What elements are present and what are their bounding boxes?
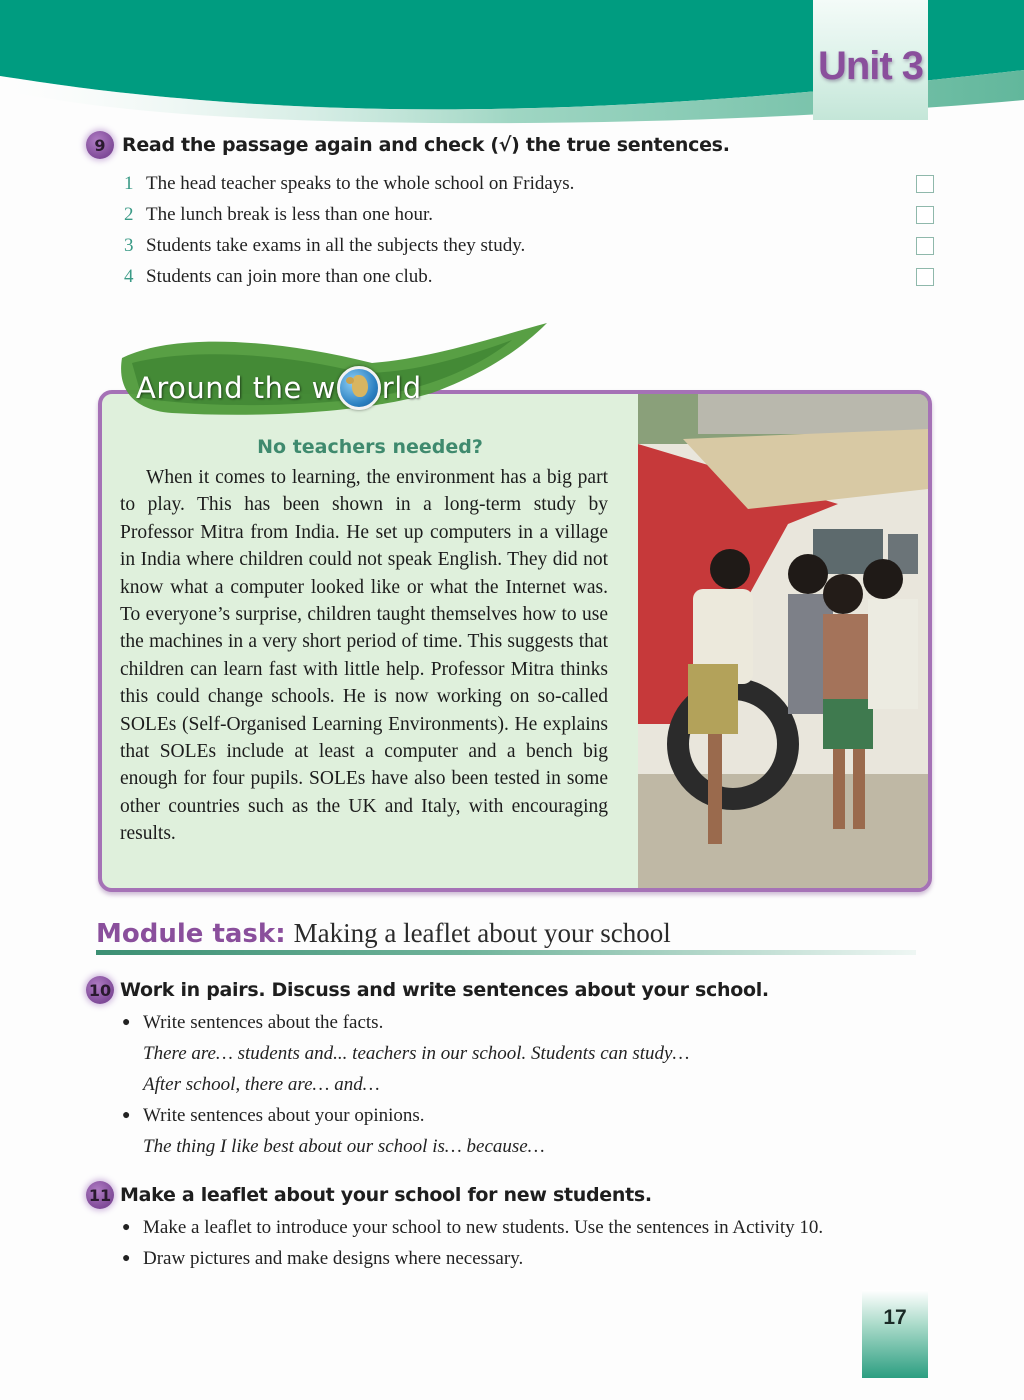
bullet-icon: ● [122, 1250, 131, 1266]
item-number: 4 [124, 265, 134, 287]
checkbox[interactable] [916, 206, 934, 224]
activity-10-heading [86, 976, 769, 1004]
item-text: Students take exams in all the subjects they study. [146, 234, 526, 256]
activity-title: Make a leaflet about your school for new students. [120, 1184, 652, 1206]
bullet-item [122, 1243, 942, 1274]
example-sentence: The thing I like best about our school is… because… [143, 1135, 545, 1157]
page-number-tab [862, 1290, 928, 1378]
checkbox[interactable] [916, 237, 934, 255]
item-text: The lunch break is less than one hour. [146, 203, 434, 225]
activity-title: Work in pairs. Discuss and write sentences about your school. [120, 979, 769, 1001]
activity-title: Read the passage again and check (√) the true sentences. [122, 134, 730, 156]
item-text: The head teacher speaks to the whole school on Fridays. [146, 172, 575, 194]
globe-icon [337, 366, 381, 410]
example-sentence: There are… students and... teachers in our school. Students can study… [143, 1042, 690, 1064]
example-sentence: After school, there are… and… [143, 1073, 380, 1095]
bullet-text: Write sentences about your opinions. [143, 1104, 425, 1126]
bullet-icon: ● [122, 1219, 131, 1235]
title-part-1: Around the w [136, 371, 336, 405]
bullet-item [122, 1100, 942, 1131]
bullet-text: Write sentences about the facts. [143, 1011, 384, 1033]
bullet-text: Draw pictures and make designs where necessary. [143, 1247, 524, 1269]
activity-number-badge: 9 [86, 131, 114, 159]
story-body: When it comes to learning, the environment has a big part to play. This has been shown in a long-term study by Professor Mitra from India. He set up computers in a village in India where children could not speak English. They did not know what a computer looked like or what the Internet was. To everyone’s surprise, children taught themselves how to use the machines in a very short period of time. This suggests that children can learn fast with little help. Professor Mitra thinks this could change schools. He is now working on so-called SOLEs (Self-Organised Learning Environments). He explains that SOLEs include at least a computer and a bench big enough for four pupils. SOLEs have also been tested in some other countries such as the UK and Italy, with encouraging results. [120, 467, 608, 845]
unit-label: Unit 3 [817, 44, 924, 88]
item-number: 3 [124, 234, 134, 256]
checkbox[interactable] [916, 175, 934, 193]
children-at-computer-photo [638, 394, 928, 888]
activity-number-badge: 11 [86, 1181, 114, 1209]
bullet-icon: ● [122, 1107, 131, 1123]
bullet-text: Make a leaflet to introduce your school to new students. Use the sentences in Activity 10. [143, 1216, 824, 1238]
around-the-world-box [98, 390, 932, 892]
title-part-2: rld [381, 371, 422, 405]
item-text: Students can join more than one club. [146, 265, 433, 287]
activity-9-heading [86, 131, 730, 159]
activity-11-bullets [122, 1212, 942, 1274]
bullet-item [122, 1212, 942, 1243]
module-task-underline [96, 950, 916, 955]
list-item [124, 261, 934, 292]
checkbox[interactable] [916, 268, 934, 286]
item-number: 2 [124, 203, 134, 225]
list-item [124, 199, 934, 230]
module-task-label: Module task: [96, 919, 286, 949]
story-title: No teachers needed? [257, 436, 483, 458]
page-number: 17 [883, 1306, 907, 1329]
list-item [124, 230, 934, 261]
around-the-world-title [136, 366, 422, 410]
item-number: 1 [124, 172, 134, 194]
module-task-heading [96, 918, 671, 949]
true-sentences-list [124, 168, 934, 292]
activity-10-bullets [122, 1007, 942, 1162]
activity-11-heading [86, 1181, 652, 1209]
list-item [124, 168, 934, 199]
bullet-item [122, 1007, 942, 1038]
module-task-title: Making a leaflet about your school [293, 918, 671, 948]
bullet-icon: ● [122, 1014, 131, 1030]
activity-number-badge: 10 [86, 976, 114, 1004]
